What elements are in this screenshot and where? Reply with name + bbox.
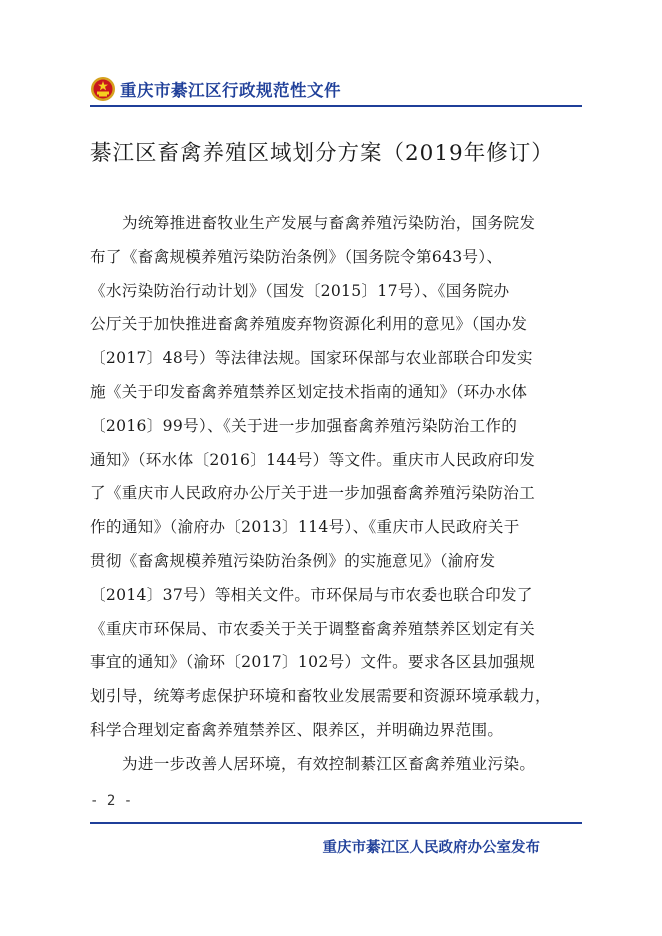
paragraph-line: 通知》（环水体〔2016〕144号）等文件。重庆市人民政府印发 [90, 450, 536, 469]
header-divider [90, 105, 582, 107]
paragraph-line: 布了《畜禽规模养殖污染防治条例》（国务院令第643号）、 [90, 247, 503, 266]
national-emblem-icon [90, 76, 116, 102]
paragraph-line: 为进一步改善人居环境，有效控制綦江区畜禽养殖业污染。 [122, 754, 536, 773]
paragraph-line: 公厅关于加快推进畜禽养殖废弃物资源化利用的意见》（国办发 [90, 315, 528, 334]
paragraph-line: 《重庆市环保局、市农委关于关于调整畜禽养殖禁养区划定有关 [90, 619, 536, 638]
document-header [90, 72, 582, 106]
paragraph-line: 划引导，统筹考虑保护环境和畜牧业发展需要和资源环境承载力， [90, 687, 551, 706]
page-number: - 2 - [90, 793, 133, 809]
paragraph-line: 为统筹推进畜牧业生产发展与畜禽养殖污染防治，国务院发 [122, 214, 536, 232]
header-title: 重庆市綦江区行政规范性文件 [120, 81, 341, 100]
paragraph-line: 《水污染防治行动计划》（国发〔2015〕17号）、《国务院办 [90, 281, 510, 300]
paragraph-line: 贯彻《畜禽规模养殖污染防治条例》的实施意见》（渝府发 [90, 551, 496, 570]
document-title: 綦江区畜禽养殖区域划分方案（2019年修订） [90, 141, 554, 166]
paragraph-line: 〔2017〕48号）等法律法规。国家环保部与农业部联合印发实 [90, 349, 533, 368]
paragraph-line: 了《重庆市人民政府办公厅关于进一步加强畜禽养殖污染防治工 [90, 484, 536, 503]
paragraph-line: 事宜的通知》（渝环〔2017〕102号）文件。要求各区县加强规 [90, 653, 536, 672]
document-body [90, 207, 582, 782]
publisher-label: 重庆市綦江区人民政府办公室发布 [322, 840, 540, 856]
paragraph-line: 科学合理划定畜禽养殖禁养区、限养区，并明确边界范围。 [90, 720, 504, 739]
paragraph-line: 作的通知》（渝府办〔2013〕114号）、《重庆市人民政府关于 [90, 518, 520, 537]
paragraph-line: 〔2016〕99号）、《关于进一步加强畜禽养殖污染防治工作的 [90, 416, 518, 435]
footer-divider [90, 822, 582, 824]
paragraph-line: 施《关于印发畜禽养殖禁养区划定技术指南的通知》（环办水体 [90, 382, 528, 401]
paragraph-line: 〔2014〕37号）等相关文件。市环保局与市农委也联合印发了 [90, 585, 533, 604]
